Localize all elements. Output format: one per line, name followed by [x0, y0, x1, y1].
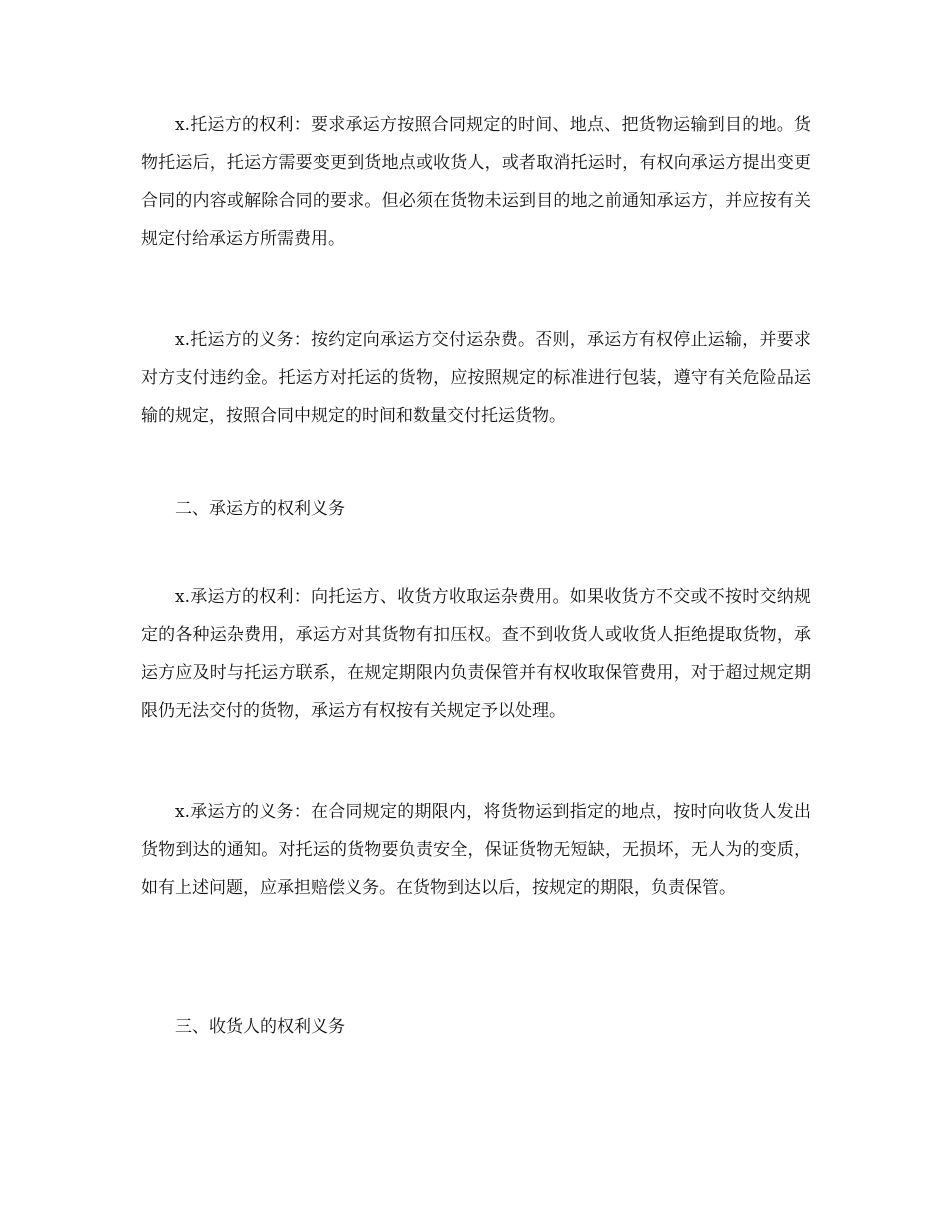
paragraph-carrier-obligations: x.承运方的义务：在合同规定的期限内，将货物运到指定的地点，按时向收货人发出货物到达的通知。对托运的货物要负责安全，保证货物无短缺，无损坏，无人为的变质，如有上述问题，应承担赔偿义务。在货物到达以后，按规定的期限，负责保管。 [141, 802, 811, 898]
section-heading-carrier: 二、承运方的权利义务 [175, 499, 345, 519]
section-heading-consignee: 三、收货人的权利义务 [175, 1017, 345, 1037]
paragraph-carrier-rights: x.承运方的权利：向托运方、收货方收取运杂费用。如果收货方不交或不按时交纳规定的各种运杂费用，承运方对其货物有扣压权。查不到收货人或收货人拒绝提取货物，承运方应及时与托运方联系，在规定期限内负责保管并有权收取保管费用，对于超过规定期限仍无法交付的货物，承运方有权按有关规定予以处理。 [141, 587, 811, 721]
paragraph-shipper-obligations: x.托运方的义务：按约定向承运方交付运杂费。否则，承运方有权停止运输，并要求对方支付违约金。托运方对托运的货物，应按照规定的标准进行包装，遵守有关危险品运输的规定，按照合同中规定的时间和数量交付托运货物。 [141, 330, 811, 426]
paragraph-shipper-rights: x.托运方的权利：要求承运方按照合同规定的时间、地点、把货物运输到目的地。货物托运后，托运方需要变更到货地点或收货人，或者取消托运时，有权向承运方提出变更合同的内容或解除合同的要求。但必须在货物未运到目的地之前通知承运方，并应按有关规定付给承运方所需费用。 [141, 115, 811, 249]
